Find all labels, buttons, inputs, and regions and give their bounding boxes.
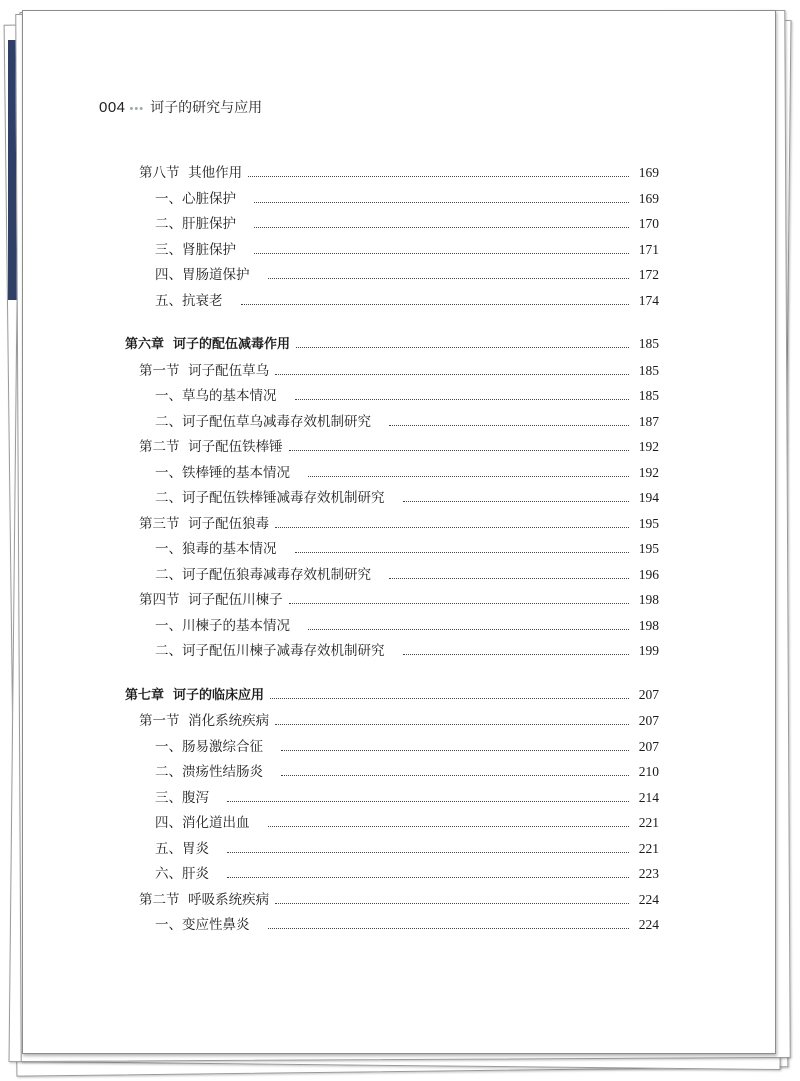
- dot-leader: [227, 851, 629, 853]
- toc-entry-title: 二、诃子配伍狼毒减毒存效机制研究: [155, 566, 371, 583]
- toc-page-number: 169: [638, 190, 659, 206]
- toc-page-number: 192: [638, 464, 659, 480]
- dot-leader: [270, 697, 629, 699]
- toc-entry-title: 第二节 呼吸系统疾病: [139, 891, 270, 908]
- toc-section-entry[interactable]: [139, 588, 659, 608]
- toc-entry-title: 第三节 诃子配伍狼毒: [139, 515, 270, 532]
- dot-leader: [403, 653, 630, 655]
- dot-leader: [389, 577, 629, 579]
- toc-entry-title: 六、肝炎: [155, 866, 209, 882]
- dot-leader: [275, 373, 629, 375]
- toc-section-entry[interactable]: [139, 888, 659, 908]
- header-separator: •••: [129, 103, 145, 115]
- toc-subsection-entry[interactable]: [155, 238, 659, 258]
- dot-leader: [254, 201, 629, 203]
- toc-entry-title: 五、胃炎: [155, 840, 209, 857]
- dot-leader: [295, 398, 630, 400]
- dot-leader: [275, 526, 629, 528]
- dot-leader: [296, 346, 629, 348]
- toc-page-number: 223: [638, 866, 659, 881]
- toc-entry-title: 一、变应性鼻炎: [155, 917, 250, 933]
- toc-entry-title: 二、溃疡性结肠炎: [155, 764, 263, 780]
- toc-entry-title: 三、肾脏保护: [155, 241, 236, 258]
- toc-subsection-entry[interactable]: [155, 837, 659, 857]
- toc-subsection-entry[interactable]: [155, 639, 659, 659]
- toc-entry-title: 第八节 其他作用: [139, 165, 243, 181]
- dot-leader: [275, 723, 629, 725]
- toc-page-number: 174: [638, 292, 659, 308]
- dot-leader: [254, 252, 629, 254]
- toc-entry-title: 一、铁棒锤的基本情况: [155, 464, 290, 481]
- toc-subsection-entry[interactable]: [155, 410, 659, 430]
- dot-leader: [281, 774, 629, 776]
- toc-entry-title: 第六章 诃子的配伍减毒作用: [125, 337, 291, 352]
- toc-section-entry[interactable]: [139, 435, 659, 455]
- dot-leader: [308, 475, 629, 477]
- toc-subsection-entry[interactable]: [155, 614, 659, 634]
- toc-subsection-entry[interactable]: [155, 187, 659, 207]
- toc-entry-title: 一、狼毒的基本情况: [155, 541, 277, 557]
- toc-entry-title: 一、川楝子的基本情况: [155, 617, 290, 634]
- toc-subsection-entry[interactable]: [155, 563, 659, 583]
- toc-page-number: 172: [638, 267, 659, 282]
- toc-subsection-entry[interactable]: [155, 760, 659, 780]
- toc-section-entry[interactable]: [139, 359, 659, 379]
- toc-page-number: 198: [638, 592, 659, 607]
- dot-leader: [227, 876, 629, 878]
- dot-leader: [281, 749, 629, 751]
- toc-entry-title: 四、胃肠道保护: [155, 267, 250, 283]
- dot-leader: [268, 825, 630, 827]
- toc-subsection-entry[interactable]: [155, 811, 659, 831]
- toc-page-number: 207: [638, 686, 659, 702]
- toc-page-number: 185: [638, 336, 659, 351]
- dot-leader: [289, 602, 629, 604]
- toc-entry-title: 第一节 消化系统疾病: [139, 713, 270, 729]
- toc-entry-title: 二、诃子配伍草乌减毒存效机制研究: [155, 413, 371, 430]
- toc-page-number: 224: [638, 891, 659, 907]
- dot-leader: [248, 175, 629, 177]
- toc-section-entry[interactable]: [139, 709, 659, 729]
- toc-page-number: 221: [638, 840, 659, 856]
- toc-page-number: 195: [638, 515, 659, 531]
- toc-subsection-entry[interactable]: [155, 263, 659, 283]
- toc-page-number: 196: [638, 566, 659, 582]
- toc-subsection-entry[interactable]: [155, 537, 659, 557]
- book-title: 诃子的研究与应用: [150, 100, 263, 116]
- toc-entry-title: 二、诃子配伍铁棒锤减毒存效机制研究: [155, 490, 385, 506]
- toc-entry-title: 二、肝脏保护: [155, 216, 236, 232]
- toc-page-number: 194: [638, 490, 659, 505]
- toc-entry-title: 一、草乌的基本情况: [155, 388, 277, 404]
- dot-leader: [268, 277, 630, 279]
- toc-subsection-entry[interactable]: [155, 786, 659, 806]
- toc-subsection-entry[interactable]: [155, 913, 659, 933]
- toc-entry-title: 第七章 诃子的临床应用: [125, 687, 265, 703]
- toc-subsection-entry[interactable]: [155, 212, 659, 232]
- toc-page-number: 192: [638, 439, 659, 454]
- dot-leader: [254, 226, 629, 228]
- toc-page-number: 207: [638, 713, 659, 728]
- document-page: [22, 10, 776, 1054]
- toc-page-number: 185: [638, 388, 659, 403]
- toc-entry-title: 第四节 诃子配伍川楝子: [139, 592, 283, 608]
- toc-page-number: 169: [638, 165, 659, 180]
- toc-page-number: 214: [638, 789, 659, 805]
- toc-entry-title: 第二节 诃子配伍铁棒锤: [139, 439, 283, 455]
- dot-leader: [295, 551, 630, 553]
- toc-page-number: 221: [638, 815, 659, 830]
- dot-leader: [403, 500, 630, 502]
- toc-entry-title: 第一节 诃子配伍草乌: [139, 362, 270, 379]
- toc-chapter-entry[interactable]: [125, 684, 659, 703]
- toc-entry-title: 一、心脏保护: [155, 190, 236, 207]
- toc-subsection-entry[interactable]: [155, 735, 659, 755]
- toc-page-number: 199: [638, 643, 659, 658]
- toc-entry-title: 五、抗衰老: [155, 292, 223, 309]
- dot-leader: [389, 424, 629, 426]
- toc-entry-title: 一、肠易激综合征: [155, 738, 263, 755]
- toc-subsection-entry[interactable]: [155, 486, 659, 506]
- toc-page-number: 170: [638, 216, 659, 231]
- toc-subsection-entry[interactable]: [155, 461, 659, 481]
- running-header: [99, 97, 262, 117]
- toc-entry-title: 二、诃子配伍川楝子减毒存效机制研究: [155, 643, 385, 659]
- toc-page-number: 187: [638, 413, 659, 429]
- toc-page-number: 171: [638, 241, 659, 257]
- dot-leader: [308, 628, 629, 630]
- dot-leader: [289, 449, 629, 451]
- dot-leader: [227, 800, 629, 802]
- toc-subsection-entry[interactable]: [155, 289, 659, 309]
- toc-section-entry[interactable]: [139, 512, 659, 532]
- page-number: 004: [99, 99, 126, 116]
- toc-subsection-entry[interactable]: [155, 862, 659, 882]
- toc-section-entry[interactable]: [139, 161, 659, 181]
- toc-page-number: 224: [638, 917, 659, 932]
- toc-page-number: 210: [638, 764, 659, 779]
- toc-page-number: 195: [638, 541, 659, 556]
- dot-leader: [268, 927, 630, 929]
- toc-page-number: 185: [638, 362, 659, 378]
- toc-entry-title: 四、消化道出血: [155, 815, 250, 831]
- toc-page-number: 198: [638, 617, 659, 633]
- dot-leader: [275, 902, 629, 904]
- toc-chapter-entry[interactable]: [125, 333, 659, 352]
- toc-page-number: 207: [638, 738, 659, 754]
- toc-subsection-entry[interactable]: [155, 384, 659, 404]
- toc-entry-title: 三、腹泻: [155, 789, 209, 806]
- dot-leader: [241, 303, 630, 305]
